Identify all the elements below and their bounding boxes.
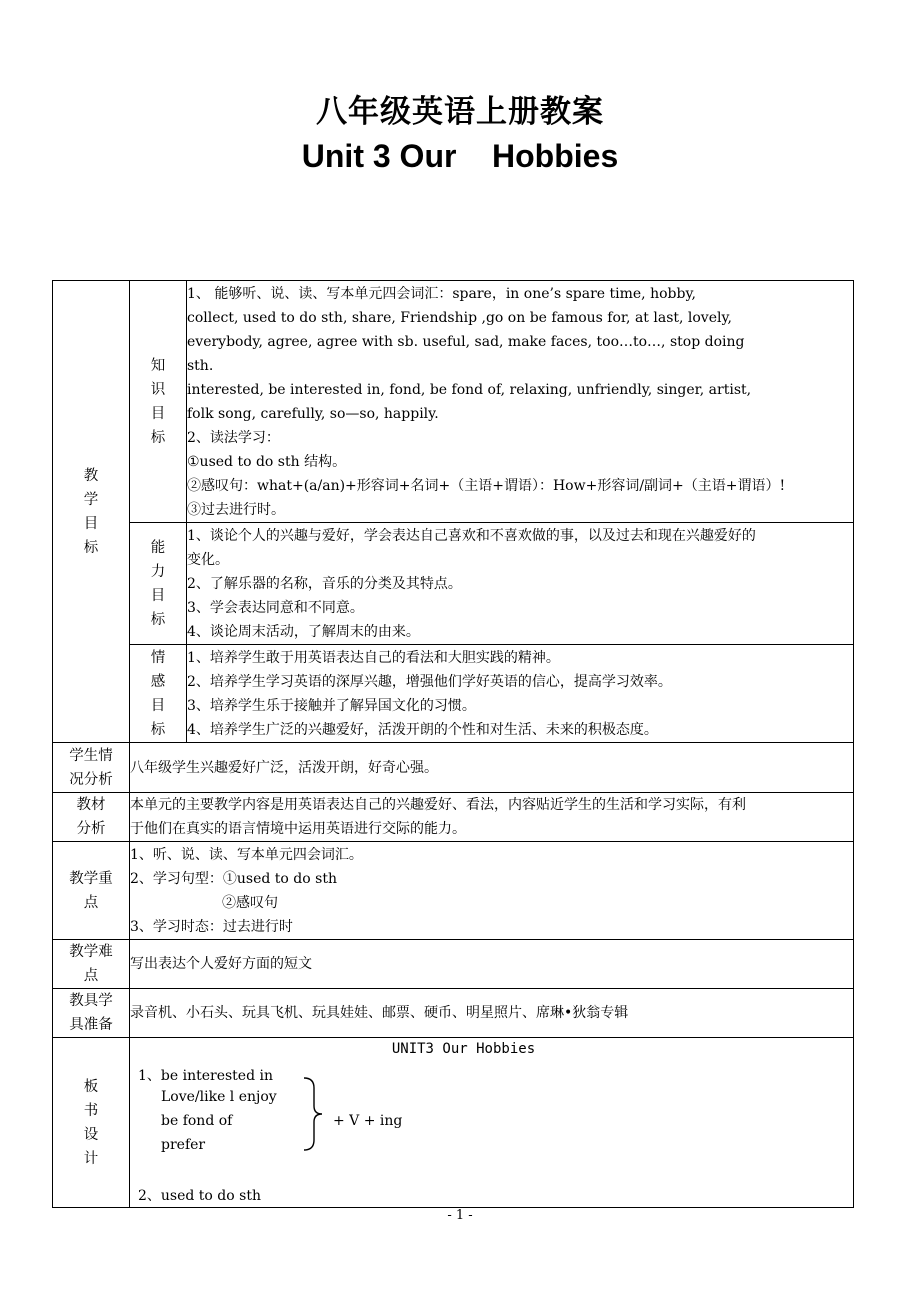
board-design-content [130, 1038, 854, 1208]
teaching-objectives-label: 教 学 目 标 [53, 281, 130, 743]
row-ability-objectives [53, 523, 854, 645]
student-analysis-label: 学生情 况分析 [53, 743, 130, 793]
knowledge-objectives-label: 知 识 目 标 [130, 281, 187, 523]
row-difficulties [53, 940, 854, 989]
board-formula: + V + ing [333, 1113, 403, 1129]
row-knowledge-objectives [53, 281, 854, 523]
emotion-objectives-label: 情 感 目 标 [130, 645, 187, 743]
difficulties-label: 教学难 点 [53, 940, 130, 989]
student-analysis-content: 八年级学生兴趣爱好广泛，活泼开朗，好奇心强。 [130, 743, 854, 793]
lesson-plan-table [52, 280, 854, 1208]
board-line-3: be fond of [161, 1113, 233, 1129]
knowledge-objectives-content: 1、 能够听、说、读、写本单元四会词汇：spare，in one’s spare time, hobby, collect, used to do sth, share, Friendship ,go on be famous for, at last, lovely, everybody, agree, agree with sb. useful, sad, make faces, too…to…, stop doing sth. interested, be interested in, fond, be fond of, relaxing, unfriendly, singer, artist, folk song, carefully, so—so, happily. 2、读法学习： ①used to do sth 结构。 ②感叹句：what+(a/an)+形容词+名词+（主语+谓语）：How+形容词/副词+（主语+谓语）! ③过去进行时。 [187, 281, 854, 523]
row-key-points [53, 842, 854, 940]
board-title: UNIT3 Our Hobbies [391, 1041, 536, 1057]
row-teaching-materials [53, 989, 854, 1038]
page-number: - 1 - [447, 1208, 473, 1223]
teaching-materials-label: 教具学 具准备 [53, 989, 130, 1038]
difficulties-content: 写出表达个人爱好方面的短文 [130, 940, 854, 989]
key-points-label: 教学重 点 [53, 842, 130, 940]
row-student-analysis [53, 743, 854, 793]
teaching-materials-content: 录音机、小石头、玩具飞机、玩具娃娃、邮票、硬币、明星照片、席琳•狄翁专辑 [130, 989, 854, 1038]
key-points-content: 1、听、说、读、写本单元四会词汇。 2、学习句型：①used to do sth ②感叹句 3、学习时态：过去进行时 [130, 842, 854, 940]
material-analysis-content: 本单元的主要教学内容是用英语表达自己的兴趣爱好、看法，内容贴近学生的生活和学习实际，有利 于他们在真实的语言情境中运用英语进行交际的能力。 [130, 793, 854, 842]
material-analysis-label: 教材 分析 [53, 793, 130, 842]
curly-brace-icon [300, 1076, 330, 1152]
emotion-objectives-content: 1、培养学生敢于用英语表达自己的看法和大胆实践的精神。 2、培养学生学习英语的深厚兴趣，增强他们学好英语的信心，提高学习效率。 3、培养学生乐于接触并了解异国文化的习惯。 4、培养学生广泛的兴趣爱好，活泼开朗的个性和对生活、未来的积极态度。 [187, 645, 854, 743]
row-emotion-objectives [53, 645, 854, 743]
board-line-2: Love/like l enjoy [161, 1089, 277, 1105]
board-line-4: prefer [161, 1137, 206, 1153]
row-material-analysis [53, 793, 854, 842]
ability-objectives-content: 1、谈论个人的兴趣与爱好，学会表达自己喜欢和不喜欢做的事，以及过去和现在兴趣爱好的 变化。 2、了解乐器的名称，音乐的分类及其特点。 3、学会表达同意和不同意。 4、谈论周末活动，了解周末的由来。 [187, 523, 854, 645]
ability-objectives-label: 能 力 目 标 [130, 523, 187, 645]
unit-title: Unit 3 Our Hobbies [301, 138, 619, 174]
board-line-5: 2、used to do sth [138, 1188, 261, 1204]
board-line-1: 1、be interested in [138, 1068, 273, 1084]
board-design-label: 板 书 设 计 [53, 1038, 130, 1208]
document-title: 八年级英语上册教案 [316, 94, 604, 130]
row-board-design [53, 1038, 854, 1208]
